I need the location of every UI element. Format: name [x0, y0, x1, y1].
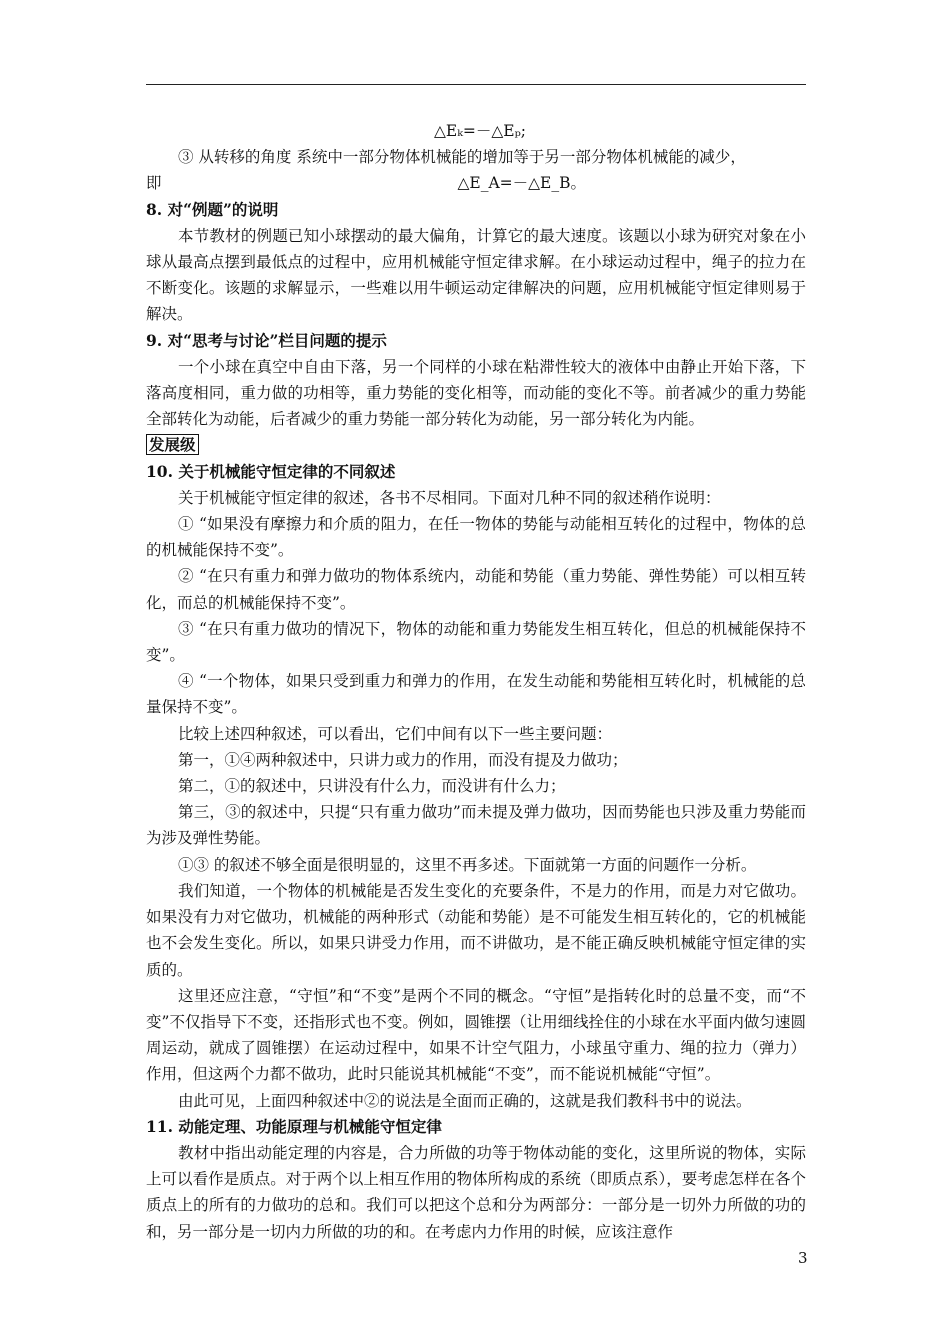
section-10-heading: 10. 关于机械能守恒定律的不同叙述	[146, 461, 396, 481]
paragraph-conditions: 我们知道，一个物体的机械能是否发生变化的充要条件，不是力的作用，而是力对它做功。如果没有力对它做功，机械能的两种形式（动能和势能）是不可能发生相互转化的，它的机械能也不会发生变化。所以，如果只讲受力作用，而不讲做功，是不能正确反映机械能守恒定律的实质的。	[146, 881, 806, 979]
item-ji: 即	[146, 174, 162, 193]
equation-row	[146, 170, 806, 196]
document-body	[146, 118, 806, 1245]
section-8-heading: 8. 对“例题”的说明	[146, 199, 279, 219]
point-second: 第二，①的叙述中，只讲没有什么力，而没讲有什么力；	[178, 777, 566, 796]
paragraph-conservation-vs-constant: 这里还应注意，“守恒”和“不变”是两个不同的概念。“守恒”是指转化时的总量不变，而“不变”不仅指导下不变，还指形式也不变。例如，圆锥摆（让用细线拴住的小球在水平面内做匀速圆周运动，就成了圆锥摆）在运动过程中，如果不计空气阻力，小球虽守重力、绳的拉力（弹力）作用，但这两个力都不做功，此时只能说其机械能“不变”，而不能说机械能“守恒”。	[146, 986, 806, 1084]
section-9-body: 一个小球在真空中自由下落，另一个同样的小球在粘滞性较大的液体中由静止开始下落，下落高度相同，重力做的功相等，重力势能的变化相等，而动能的变化不等。前者减少的重力势能全部转化为动能，后者减少的重力势能一部分转化为动能，另一部分转化为内能。	[146, 357, 806, 429]
page-number: 3	[798, 1249, 808, 1267]
section-8-body: 本节教材的例题已知小球摆动的最大偏角，计算它的最大速度。该题以小球为研究对象在小球从最高点摆到最低点的过程中，应用机械能守恒定律求解。在小球运动过程中，绳子的拉力在不断变化。该题的求解显示，一些难以用牛顿运动定律解决的问题，应用机械能守恒定律则易于解决。	[146, 226, 806, 324]
section-11-heading: 11. 动能定理、功能原理与机械能守恒定律	[146, 1116, 442, 1136]
section-11-body: 教材中指出动能定理的内容是，合力所做的功等于物体动能的变化，这里所说的物体，实际上可以看作是质点。对于两个以上相互作用的物体所构成的系统（即质点系），要考虑怎样在各个质点上的所有的力做功的总和。我们可以把这个总和分为两部分：一部分是一切外力所做的功的和，另一部分是一切内力所做的功的和。在考虑内力作用的时候，应该注意作	[146, 1143, 806, 1241]
statement-4: ④ “一个物体，如果只受到重力和弹力的作用，在发生动能和势能相互转化时，机械能的总量保持不变”。	[146, 672, 806, 717]
equation-energy-transfer: △E_A=－△E_B。	[457, 174, 586, 193]
point-first: 第一，①④两种叙述中，只讲力或力的作用，而没有提及力做功；	[178, 750, 628, 769]
header-rule	[146, 84, 806, 85]
item-transfer-view: ③ 从转移的角度 系统中一部分物体机械能的增加等于另一部分物体机械能的减少，	[178, 148, 746, 167]
section-10-conclusion: 由此可见，上面四种叙述中②的说法是全面而正确的，这就是我们教科书中的说法。	[178, 1091, 752, 1110]
statement-3: ③ “在只有重力做功的情况下，物体的动能和重力势能发生相互转化，但总的机械能保持不变”。	[146, 619, 806, 665]
statement-2: ② “在只有重力和弹力做功的物体系统内，动能和势能（重力势能、弹性势能）可以相互转化，而总的机械能保持不变”。	[146, 567, 806, 612]
compare-text: 比较上述四种叙述，可以看出，它们中间有以下一些主要问题：	[178, 724, 613, 743]
statement-1: ① “如果没有摩擦力和介质的阻力，在任一物体的势能与动能相互转化的过程中，物体的总的机械能保持不变”。	[146, 515, 806, 560]
section-9-heading: 9. 对“思考与讨论”栏目问题的提示	[146, 330, 387, 350]
level-label: 发展级	[146, 434, 199, 455]
point-third: 第三，③的叙述中，只提“只有重力做功”而未提及弹力做功，因而势能也只涉及重力势能而为涉及弹性势能。	[146, 803, 806, 848]
note-1-3: ①③ 的叙述不够全面是很明显的，这里不再多述。下面就第一方面的问题作一分析。	[178, 855, 757, 874]
section-10-intro: 关于机械能守恒定律的叙述，各书不尽相同。下面对几种不同的叙述稍作说明：	[178, 488, 721, 507]
equation-energy-transform: △Eₖ=－△Eₚ;	[433, 122, 527, 140]
